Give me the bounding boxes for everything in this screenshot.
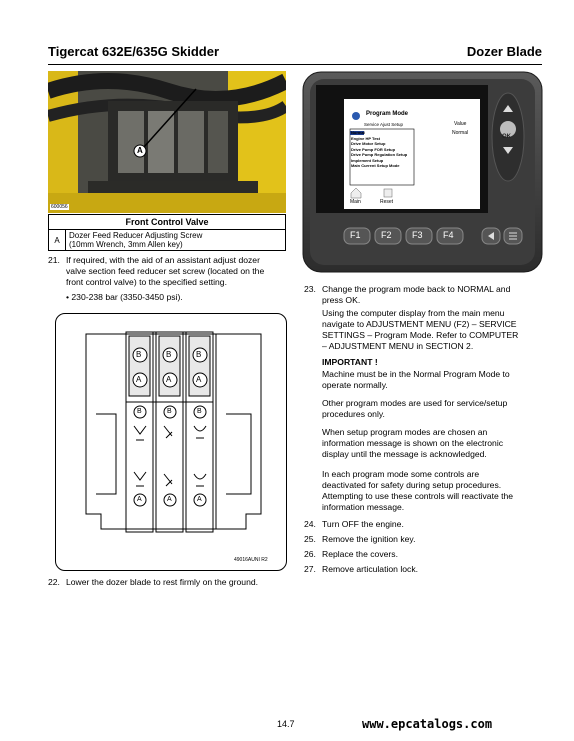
program-mode-menu[interactable] (351, 130, 407, 169)
para-line: procedures only. (322, 409, 385, 419)
para-line: Using the computer display from the main menu (322, 308, 505, 318)
port-a-label: A (137, 496, 142, 503)
note-paragraph (322, 369, 552, 391)
step-line: If required, with the aid of an assistant adjust dozer (66, 255, 260, 265)
port-a-label: A (167, 496, 172, 503)
value-label: Value (454, 121, 467, 127)
step-line: Turn OFF the engine. (322, 519, 404, 529)
para-line: – ADJUSTMENT MENU in SECTION 2. (322, 341, 474, 351)
value-text: Normal (452, 130, 469, 136)
step-number: 25. (304, 534, 316, 544)
photo-callout-a: A (137, 146, 143, 155)
screen-title: Program Mode (366, 111, 409, 117)
pressure-spec: • 230-238 bar (3350-3450 psi). (66, 292, 183, 302)
step-number: 23. (304, 284, 316, 294)
valve-diagram (55, 313, 287, 571)
step-number: 27. (304, 564, 316, 574)
para-line: navigate to ADJUSTMENT MENU (F2) – SERVICE (322, 319, 517, 329)
menu-item[interactable]: Main Current Setup Mode (351, 163, 400, 168)
photo-id-label: 600056 (51, 204, 68, 210)
step-line: valve section feed reducer set screw (located on the (66, 266, 265, 276)
para-line: Machine must be in the Normal Program Mode to (322, 369, 510, 379)
para-line: SETTINGS – Program Mode. Refer to COMPUTER (322, 330, 519, 340)
port-a-label: A (197, 496, 202, 503)
port-b-label: B (136, 350, 142, 359)
back-arrow-icon[interactable] (483, 228, 501, 244)
step-21 (48, 255, 288, 291)
main-softkey-label[interactable]: Main (350, 199, 361, 205)
reset-softkey-label[interactable]: Reset (380, 199, 394, 205)
page-header-title: Tigercat 632E/635G Skidder (48, 44, 220, 59)
port-b-label: B (197, 408, 202, 415)
menu-item[interactable]: Engine HP Test (351, 135, 380, 141)
header-rule (48, 64, 542, 65)
page-number: 14.7 (277, 719, 295, 729)
menu-item[interactable]: Drive Pump Regulation Setup (351, 152, 408, 157)
f1-button[interactable]: F1 (350, 230, 361, 240)
port-a-label: A (166, 375, 172, 384)
port-a-label: A (136, 375, 142, 384)
note-paragraph (322, 398, 552, 420)
para-line: Other program modes are used for service/setup (322, 398, 508, 408)
port-a-label: A (196, 375, 202, 384)
port-b-label: B (167, 408, 172, 415)
computer-display-unit (302, 71, 543, 273)
step-line: Change the program mode back to NORMAL and (322, 284, 511, 294)
step-line: front control valve) to the specified setting. (66, 277, 227, 287)
f2-button[interactable]: F2 (381, 230, 392, 240)
down-arrow-icon[interactable] (501, 144, 515, 156)
menu-item[interactable]: Drive Motor Setup (351, 141, 386, 146)
menu-item[interactable]: Drive Pump FOR Setup (351, 146, 396, 152)
note-paragraph (322, 469, 558, 513)
caption-table (48, 214, 286, 251)
step-line: Remove articulation lock. (322, 564, 419, 574)
para-line: information message. (322, 502, 405, 512)
port-b-label: B (196, 350, 202, 359)
ok-button[interactable]: OK (502, 134, 511, 140)
note-paragraph (322, 427, 552, 460)
step-line: Remove the ignition key. (322, 534, 416, 544)
menu-item[interactable]: Implement Setup (351, 157, 384, 163)
diagram-id-label: 49016AUNI R2 (234, 557, 268, 563)
menu-icon[interactable] (504, 228, 522, 244)
section-title: Dozer Blade (466, 44, 542, 59)
caption-key: A (49, 230, 66, 251)
instruction-paragraph (322, 308, 552, 352)
para-line: operate normally. (322, 380, 388, 390)
f3-button[interactable]: F3 (412, 230, 423, 240)
para-line: information message is shown on the electronic (322, 438, 504, 448)
control-valve-photo (48, 71, 286, 213)
step-number: 24. (304, 519, 316, 529)
step-line: Replace the covers. (322, 549, 398, 559)
para-line: Attempting to use these controls will reactivate the (322, 491, 514, 501)
screen-subtitle: Service Ajust Setup (364, 122, 404, 127)
para-line: In each program mode some controls are (322, 469, 480, 479)
port-b-label: B (166, 350, 172, 359)
up-arrow-icon[interactable] (501, 104, 515, 116)
step-line: Lower the dozer blade to rest firmly on the ground. (66, 577, 259, 587)
port-b-label: B (137, 408, 142, 415)
step-number: 21. (48, 255, 60, 265)
important-heading: IMPORTANT ! (322, 357, 378, 367)
para-line: When setup program modes are chosen an (322, 427, 488, 437)
step-line: press OK. (322, 295, 361, 305)
menu-item[interactable]: Normal (351, 130, 365, 135)
para-line: deactivated for safety during setup procedures. (322, 480, 502, 490)
watermark-url: www.epcatalogs.com (362, 717, 493, 731)
caption-heading: Front Control Valve (49, 215, 286, 230)
step-number: 22. (48, 577, 60, 587)
caption-text: Dozer Feed Reducer Adjusting Screw (10mm Wrench, 3mm Allen key) (66, 230, 286, 251)
para-line: display until the message is acknowledged. (322, 449, 487, 459)
f4-button[interactable]: F4 (443, 230, 454, 240)
step-number: 26. (304, 549, 316, 559)
